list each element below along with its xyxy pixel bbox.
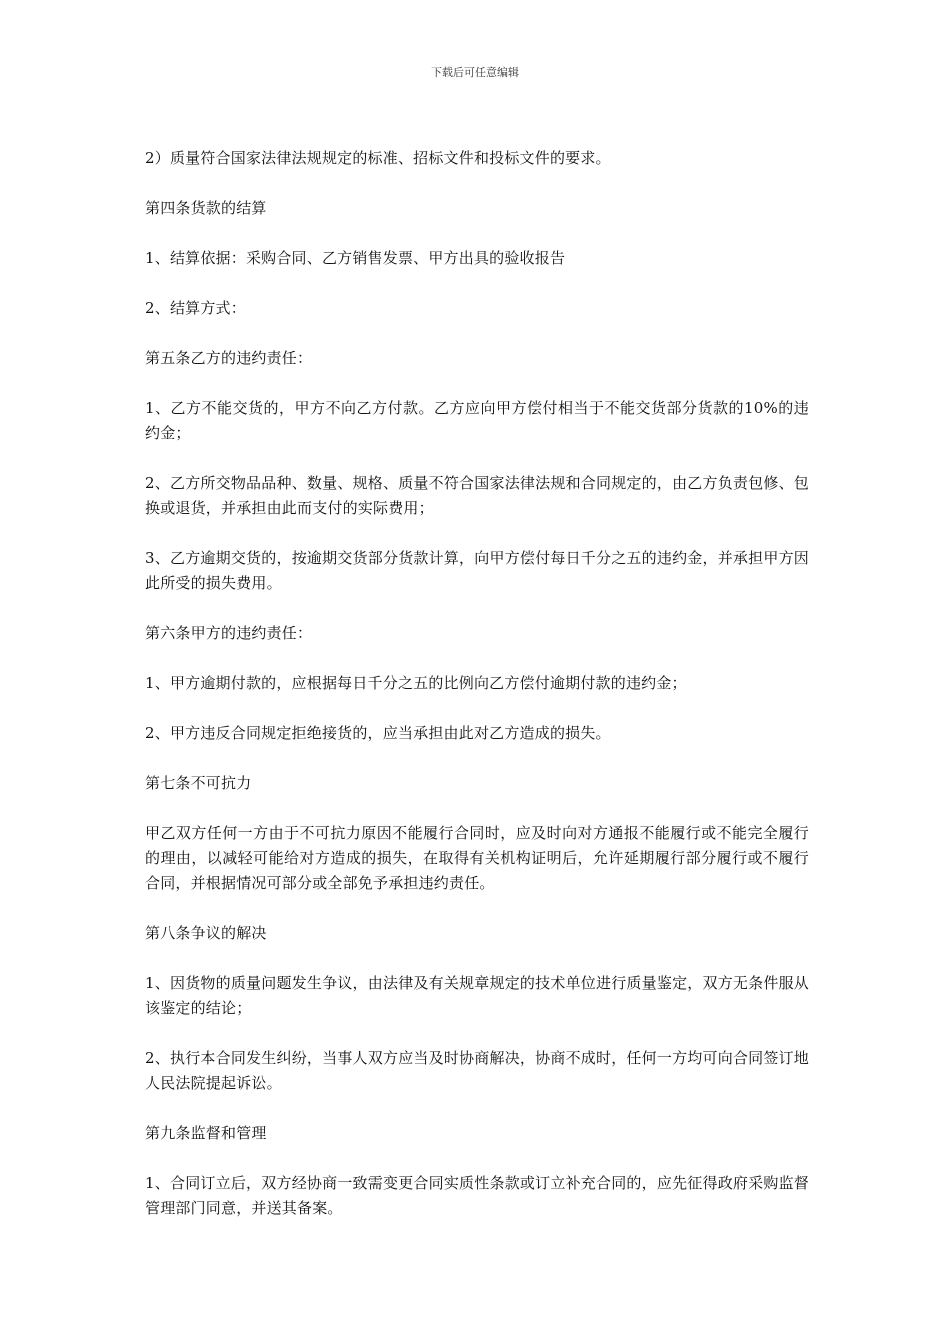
section-heading-force-majeure: 第七条不可抗力: [145, 774, 252, 792]
section-heading-supervision: 第九条监督和管理: [145, 1124, 267, 1142]
clause-party-b-nonconforming-goods: 2、乙方所交物品品种、数量、规格、质量不符合国家法律法规和合同规定的，由乙方负责包修、包换或退货，并承担由此而支付的实际费用；: [145, 474, 809, 517]
document-body: [145, 146, 809, 1246]
clause-party-b-late-delivery: 3、乙方逾期交货的，按逾期交货部分货款计算，向甲方偿付每日千分之五的违约金，并承担甲方因此所受的损失费用。: [145, 549, 809, 592]
clause-settlement-basis: 1、结算依据：采购合同、乙方销售发票、甲方出具的验收报告: [145, 249, 566, 267]
section-heading-payment-settlement: 第四条货款的结算: [145, 199, 267, 217]
clause-quality-dispute: 1、因货物的质量问题发生争议，由法律及有关规章规定的技术单位进行质量鉴定，双方无条件服从该鉴定的结论；: [145, 974, 809, 1017]
clause-party-a-late-payment: 1、甲方逾期付款的，应根据每日千分之五的比例向乙方偿付逾期付款的违约金；: [145, 674, 687, 692]
section-heading-party-b-liability: 第五条乙方的违约责任：: [145, 349, 313, 367]
section-heading-dispute-resolution: 第八条争议的解决: [145, 924, 267, 942]
clause-quality-requirement: 2）质量符合国家法律法规规定的标准、招标文件和投标文件的要求。: [145, 149, 611, 167]
clause-force-majeure: 甲乙双方任何一方由于不可抗力原因不能履行合同时，应及时向对方通报不能履行或不能完全履行的理由，以减轻可能给对方造成的损失，在取得有关机构证明后，允许延期履行部分履行或不履行合同，并根据情况可部分或全部免予承担违约责任。: [145, 824, 809, 892]
clause-party-b-no-delivery: 1、乙方不能交货的，甲方不向乙方付款。乙方应向甲方偿付相当于不能交货部分货款的10%的违约金；: [145, 399, 809, 442]
clause-party-a-refusal: 2、甲方违反合同规定拒绝接货的，应当承担由此对乙方造成的损失。: [145, 724, 611, 742]
section-heading-party-a-liability: 第六条甲方的违约责任：: [145, 624, 313, 642]
page-header: 下载后可任意编辑: [431, 66, 519, 79]
clause-settlement-method: 2、结算方式：: [145, 299, 246, 317]
clause-contract-amendment: 1、合同订立后，双方经协商一致需变更合同实质性条款或订立补充合同的，应先征得政府采购监督管理部门同意，并送其备案。: [145, 1174, 809, 1217]
clause-litigation: 2、执行本合同发生纠纷，当事人双方应当及时协商解决，协商不成时，任何一方均可向合同签订地人民法院提起诉讼。: [145, 1049, 809, 1092]
